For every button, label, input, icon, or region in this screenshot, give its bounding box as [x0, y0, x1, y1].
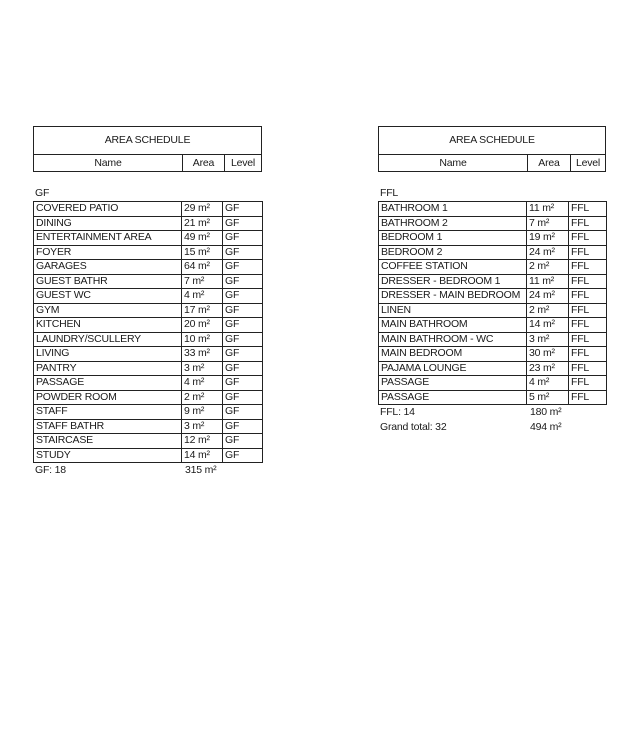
group-label: GF [35, 187, 50, 199]
cell-level: GF [223, 405, 263, 420]
cell-area: 21 m² [182, 216, 223, 231]
column-header-name: Name [379, 155, 528, 171]
column-header-level: Level [575, 157, 601, 169]
cell-level: FFL [569, 361, 607, 376]
cell-area: 4 m² [182, 289, 223, 304]
table-row [34, 245, 263, 260]
cell-level: FFL [569, 303, 607, 318]
cell-level: GF [223, 390, 263, 405]
cell-area: 15 m² [182, 245, 223, 260]
cell-name: DRESSER - BEDROOM 1 [379, 274, 527, 289]
cell-name: FOYER [34, 245, 182, 260]
table-row [34, 332, 263, 347]
column-header-area: Area [183, 155, 225, 171]
table-row [379, 347, 607, 362]
cell-name: GARAGES [34, 260, 182, 275]
table-row [34, 303, 263, 318]
cell-level: FFL [569, 245, 607, 260]
cell-name: BATHROOM 2 [379, 216, 527, 231]
column-header-level: Level [230, 157, 256, 169]
schedule-header [33, 126, 262, 172]
cell-name: DRESSER - MAIN BEDROOM [379, 289, 527, 304]
cell-name: GUEST WC [34, 289, 182, 304]
cell-level: GF [223, 260, 263, 275]
cell-name: MAIN BEDROOM [379, 347, 527, 362]
cell-name: PASSAGE [379, 376, 527, 391]
table-row [379, 289, 607, 304]
cell-area: 11 m² [527, 274, 569, 289]
cell-level: FFL [569, 216, 607, 231]
cell-level: GF [223, 303, 263, 318]
subtotal-area: 180 m² [530, 406, 562, 418]
table-row [34, 347, 263, 362]
subtotal-label: FFL: 14 [380, 406, 415, 418]
cell-area: 24 m² [527, 245, 569, 260]
grand-total [378, 420, 606, 435]
cell-level: FFL [569, 332, 607, 347]
cell-level: FFL [569, 274, 607, 289]
table-row [34, 376, 263, 391]
cell-name: STUDY [34, 448, 182, 463]
cell-name: STAIRCASE [34, 434, 182, 449]
table-row [34, 318, 263, 333]
cell-area: 33 m² [182, 347, 223, 362]
group-subtotal [33, 463, 262, 478]
cell-level: GF [223, 231, 263, 246]
cell-area: 14 m² [527, 318, 569, 333]
grand-total-label: Grand total: 32 [380, 421, 447, 433]
group-label: FFL [380, 187, 399, 199]
cell-area: 12 m² [182, 434, 223, 449]
table-row [34, 216, 263, 231]
cell-name: DINING [34, 216, 182, 231]
cell-area: 30 m² [527, 347, 569, 362]
subtotal-area: 315 m² [185, 464, 217, 476]
schedule-title: AREA SCHEDULE [34, 127, 261, 155]
cell-area: 4 m² [527, 376, 569, 391]
column-headers [379, 155, 605, 171]
cell-level: FFL [569, 231, 607, 246]
schedule-rows [378, 201, 607, 405]
cell-name: BATHROOM 1 [379, 202, 527, 217]
cell-name: COVERED PATIO [34, 202, 182, 217]
table-row [34, 231, 263, 246]
cell-name: PASSAGE [34, 376, 182, 391]
cell-area: 3 m² [527, 332, 569, 347]
cell-name: PASSAGE [379, 390, 527, 405]
schedule-title: AREA SCHEDULE [379, 127, 605, 155]
cell-area: 17 m² [182, 303, 223, 318]
cell-level: FFL [569, 376, 607, 391]
area-schedule-gf [33, 126, 262, 478]
cell-level: GF [223, 245, 263, 260]
cell-area: 11 m² [527, 202, 569, 217]
table-row [379, 274, 607, 289]
cell-area: 2 m² [182, 390, 223, 405]
grand-total-area: 494 m² [530, 421, 562, 433]
table-row [34, 202, 263, 217]
cell-name: LIVING [34, 347, 182, 362]
cell-level: GF [223, 289, 263, 304]
cell-name: BEDROOM 1 [379, 231, 527, 246]
cell-level: FFL [569, 318, 607, 333]
cell-name: LAUNDRY/SCULLERY [34, 332, 182, 347]
table-row [379, 390, 607, 405]
cell-level: GF [223, 376, 263, 391]
cell-area: 23 m² [527, 361, 569, 376]
cell-level: GF [223, 419, 263, 434]
cell-level: GF [223, 347, 263, 362]
cell-area: 49 m² [182, 231, 223, 246]
schedule-rows [33, 201, 263, 463]
cell-level: FFL [569, 347, 607, 362]
table-row [379, 318, 607, 333]
cell-level: GF [223, 448, 263, 463]
cell-name: MAIN BATHROOM [379, 318, 527, 333]
schedule-header [378, 126, 606, 172]
table-row [379, 332, 607, 347]
cell-area: 20 m² [182, 318, 223, 333]
cell-area: 4 m² [182, 376, 223, 391]
table-row [379, 376, 607, 391]
cell-area: 19 m² [527, 231, 569, 246]
table-row [34, 405, 263, 420]
table-row [379, 260, 607, 275]
cell-name: ENTERTAINMENT AREA [34, 231, 182, 246]
area-schedule-ffl [378, 126, 606, 435]
table-row [34, 448, 263, 463]
cell-area: 9 m² [182, 405, 223, 420]
table-row [34, 390, 263, 405]
table-row [379, 361, 607, 376]
cell-level: GF [223, 332, 263, 347]
cell-level: GF [223, 434, 263, 449]
table-row [34, 419, 263, 434]
cell-area: 3 m² [182, 361, 223, 376]
table-row [34, 260, 263, 275]
column-header-area: Area [528, 155, 571, 171]
cell-area: 29 m² [182, 202, 223, 217]
table-row [34, 274, 263, 289]
cell-name: COFFEE STATION [379, 260, 527, 275]
cell-name: GUEST BATHR [34, 274, 182, 289]
cell-area: 10 m² [182, 332, 223, 347]
table-row [34, 289, 263, 304]
cell-level: FFL [569, 202, 607, 217]
cell-area: 7 m² [527, 216, 569, 231]
cell-name: STAFF [34, 405, 182, 420]
cell-level: GF [223, 361, 263, 376]
cell-area: 64 m² [182, 260, 223, 275]
column-header-name: Name [34, 155, 183, 171]
cell-name: POWDER ROOM [34, 390, 182, 405]
table-row [34, 361, 263, 376]
table-row [379, 216, 607, 231]
cell-name: KITCHEN [34, 318, 182, 333]
column-headers [34, 155, 261, 171]
cell-level: FFL [569, 260, 607, 275]
table-row [379, 202, 607, 217]
cell-name: GYM [34, 303, 182, 318]
table-row [379, 303, 607, 318]
cell-level: GF [223, 216, 263, 231]
table-row [379, 245, 607, 260]
cell-area: 14 m² [182, 448, 223, 463]
group-subtotal [378, 405, 606, 420]
cell-area: 3 m² [182, 419, 223, 434]
cell-name: LINEN [379, 303, 527, 318]
cell-level: FFL [569, 289, 607, 304]
cell-name: PAJAMA LOUNGE [379, 361, 527, 376]
cell-area: 7 m² [182, 274, 223, 289]
table-row [379, 231, 607, 246]
cell-name: MAIN BATHROOM - WC [379, 332, 527, 347]
subtotal-label: GF: 18 [35, 464, 66, 476]
cell-area: 5 m² [527, 390, 569, 405]
cell-name: STAFF BATHR [34, 419, 182, 434]
cell-area: 2 m² [527, 260, 569, 275]
cell-level: GF [223, 274, 263, 289]
cell-level: GF [223, 318, 263, 333]
cell-name: PANTRY [34, 361, 182, 376]
table-row [34, 434, 263, 449]
cell-level: FFL [569, 390, 607, 405]
cell-area: 24 m² [527, 289, 569, 304]
cell-name: BEDROOM 2 [379, 245, 527, 260]
cell-area: 2 m² [527, 303, 569, 318]
cell-level: GF [223, 202, 263, 217]
